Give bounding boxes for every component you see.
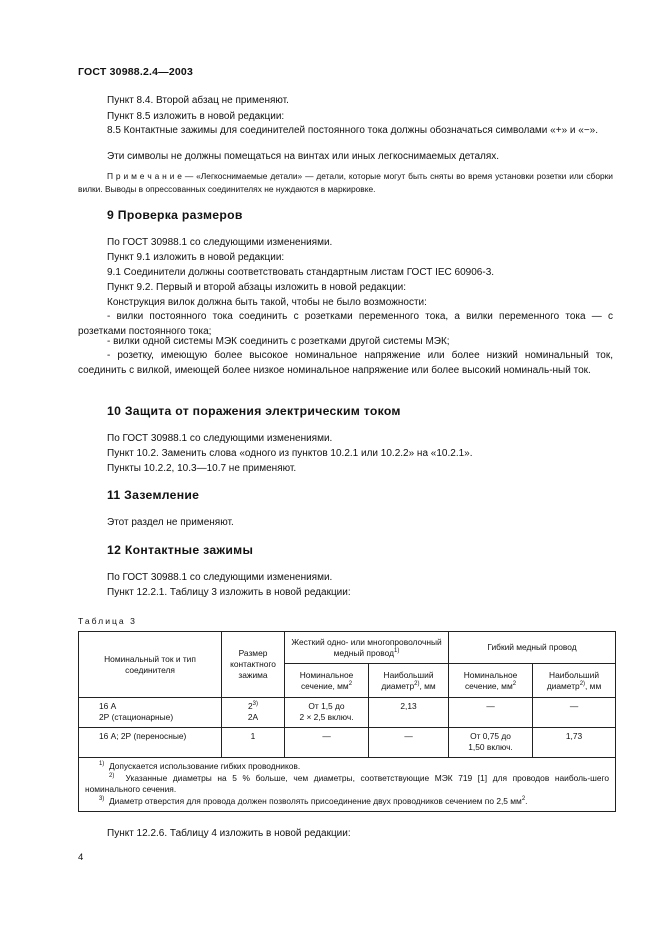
footnotes-cell xyxy=(79,758,616,812)
header-cell-diameter-rigid: Наибольший диаметр$^{2)}$, мм xyxy=(369,664,449,698)
cell-diameter-flex: — xyxy=(533,698,616,728)
section-heading: 11 Заземление xyxy=(107,488,200,502)
paragraph: Пункт 12.2.6. Таблицу 4 изложить в новой редакции: xyxy=(107,828,351,839)
header-cell-rigid: Жесткий одно- или многопроволочный медный провод$^{1)}$ xyxy=(285,632,449,664)
cell-section-rigid: — xyxy=(285,728,369,758)
section-heading: 12 Контактные зажимы xyxy=(107,543,254,557)
cell-type: 16 А; 2Р (переносные) xyxy=(79,728,222,758)
header-cell-flex: Гибкий медный провод xyxy=(449,632,616,664)
cell-diameter-rigid: — xyxy=(369,728,449,758)
document-header: ГОСТ 30988.2.4—2003 xyxy=(78,66,194,78)
cell-size: 1 xyxy=(222,728,285,758)
paragraph: По ГОСТ 30988.1 со следующими изменениями. xyxy=(107,572,333,583)
list-item: - розетку, имеющую более высокое номинальное напряжение или более низкий номинальный ток, соединить с вилкой, имеющей более низкое номинальное напряжение или более высокий номиналь-ный ток. xyxy=(78,350,613,376)
paragraph: Пункт 12.2.1. Таблицу 3 изложить в новой редакции: xyxy=(107,587,351,598)
header-cell-size: Размер контактного зажима xyxy=(222,632,285,698)
page-number: 4 xyxy=(78,852,84,863)
cell-section-flex: — xyxy=(449,698,533,728)
table-caption: Таблица 3 xyxy=(78,616,137,626)
table-row xyxy=(79,728,616,758)
table-row xyxy=(79,698,616,728)
paragraph: 8.5 Контактные зажимы для соединителей постоянного тока должны обозначаться символами «+» и «−». xyxy=(107,125,599,136)
paragraph: Пункт 8.4. Второй абзац не применяют. xyxy=(107,95,289,106)
list-item: - вилки постоянного тока соединить с розетками переменного тока, а вилки переменного тока — с розетками постоянного тока; xyxy=(78,311,613,337)
paragraph: Пункт 8.5 изложить в новой редакции: xyxy=(107,111,285,122)
list-item: - вилки одной системы МЭК соединить с розетками другой системы МЭК; xyxy=(107,336,450,347)
header-cell-diameter-flex: Наибольший диаметр$^{2)}$, мм xyxy=(533,664,616,698)
paragraph: По ГОСТ 30988.1 со следующими изменениями. xyxy=(107,433,333,444)
paragraph: Пункт 9.2. Первый и второй абзацы изложить в новой редакции: xyxy=(107,282,407,293)
section-heading: 9 Проверка размеров xyxy=(107,208,243,222)
cell-section-rigid: От 1,5 до 2 × 2,5 включ. xyxy=(285,698,369,728)
table-footnotes xyxy=(79,758,616,812)
cell-section-flex: От 0,75 до 1,50 включ. xyxy=(449,728,533,758)
footnote-3: $^{3)}$ Диаметр отверстия для провода должен позволять присоединение двух проводников сечением по 2,5 $мм^2$. xyxy=(98,795,528,806)
paragraph: Этот раздел не применяют. xyxy=(107,517,234,528)
cell-size: 2$^{3)}$ 2А xyxy=(222,698,285,728)
paragraph: Эти символы не должны помещаться на винтах или иных легкоснимаемых деталях. xyxy=(107,151,500,162)
paragraph: По ГОСТ 30988.1 со следующими изменениями. xyxy=(107,237,333,248)
paragraph: Пункты 10.2.2, 10.3—10.7 не применяют. xyxy=(107,463,297,474)
paragraph: Пункт 10.2. Заменить слова «одного из пунктов 10.2.1 или 10.2.2» на «10.2.1». xyxy=(107,448,473,459)
cell-diameter-flex: 1,73 xyxy=(533,728,616,758)
paragraph: Пункт 9.1 изложить в новой редакции: xyxy=(107,252,285,263)
note: П р и м е ч а н и е — «Легкоснимаемые детали» — детали, которые могут быть сняты во время установки розетки или сборки вилки. Выводы в опрессованных соединителях не нуждаются в маркировке. xyxy=(78,171,613,194)
footnote-1: $^{1)}$ Допускается использование гибких проводников. xyxy=(98,761,301,771)
paragraph: Конструкция вилок должна быть такой, чтобы не было возможности: xyxy=(107,297,427,308)
header-cell-section-rigid: Номинальное сечение, $мм^2$ xyxy=(285,664,369,698)
cell-diameter-rigid: 2,13 xyxy=(369,698,449,728)
table-3 xyxy=(78,631,616,812)
paragraph: 9.1 Соединители должны соответствовать стандартным листам ГОСТ IEC 60906-3. xyxy=(107,267,495,278)
section-heading: 10 Защита от поражения электрическим током xyxy=(107,404,401,418)
cell-type: 16 А 2Р (стационарные) xyxy=(79,698,222,728)
footnote-2: $^{2)}$ Указанные диаметры на 5 % больше, чем диаметры, соответствующие МЭК 719 [1] для проводов наиболь-шего номинального сечения. xyxy=(85,772,610,794)
header-cell-type: Номинальный ток и тип соединителя xyxy=(79,632,222,698)
header-cell-section-flex: Номинальное сечение, $мм^2$ xyxy=(449,664,533,698)
